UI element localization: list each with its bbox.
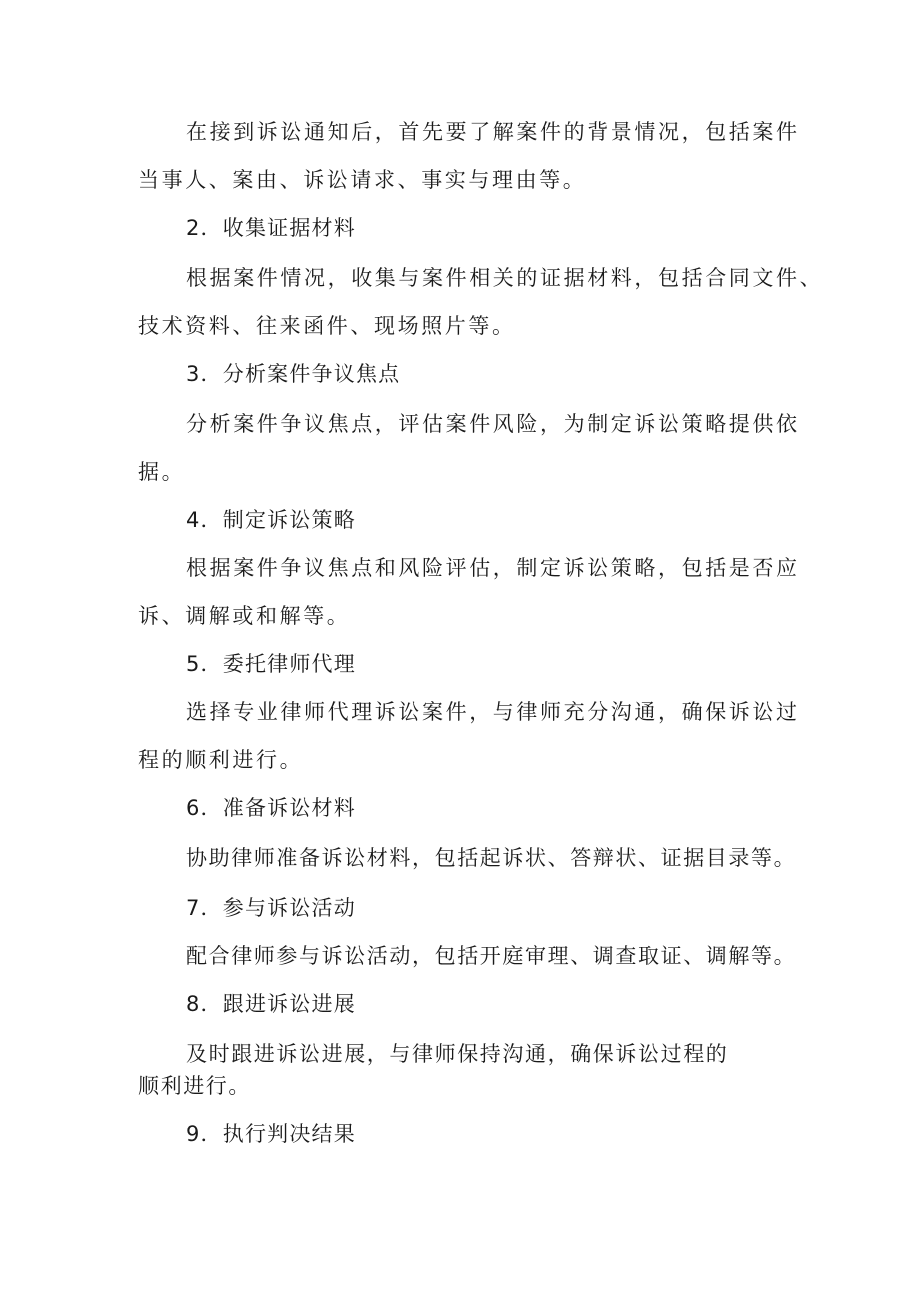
section-heading: 2．收集证据材料 (186, 216, 356, 240)
paragraph-line: 根据案件争议焦点和风险评估，制定诉讼策略，包括是否应 (186, 556, 800, 580)
paragraph-line: 协助律师准备诉讼材料，包括起诉状、答辩状、证据目录等。 (186, 846, 797, 870)
paragraph-line: 程的顺利进行。 (138, 748, 304, 772)
paragraph-line: 据。 (138, 460, 186, 484)
paragraph-line: 及时跟进诉讼进展，与律师保持沟通，确保诉讼过程的 (186, 1042, 729, 1066)
paragraph-line: 分析案件争议焦点，评估案件风险，为制定诉讼策略提供依 (186, 412, 800, 436)
section-heading: 6．准备诉讼材料 (186, 796, 356, 820)
paragraph-line: 顺利进行。 (138, 1074, 251, 1098)
section-heading: 8．跟进诉讼进展 (186, 992, 356, 1016)
paragraph-line: 选择专业律师代理诉讼案件，与律师充分沟通，确保诉讼过 (186, 700, 800, 724)
paragraph-line: 诉、调解或和解等。 (138, 604, 351, 628)
section-heading: 7．参与诉讼活动 (186, 896, 356, 920)
paragraph-line: 在接到诉讼通知后，首先要了解案件的背景情况，包括案件 (186, 120, 800, 144)
section-heading: 4．制定诉讼策略 (186, 508, 356, 532)
paragraph-line: 技术资料、往来函件、现场照片等。 (138, 314, 516, 338)
paragraph-line: 配合律师参与诉讼活动，包括开庭审理、调查取证、调解等。 (186, 944, 797, 968)
section-heading: 9．执行判决结果 (186, 1122, 356, 1146)
paragraph-line: 根据案件情况，收集与案件相关的证据材料，包括合同文件、 (186, 266, 824, 290)
section-heading: 3．分析案件争议焦点 (186, 362, 401, 386)
paragraph-line: 当事人、案由、诉讼请求、事实与理由等。 (138, 168, 587, 192)
section-heading: 5．委托律师代理 (186, 652, 356, 676)
